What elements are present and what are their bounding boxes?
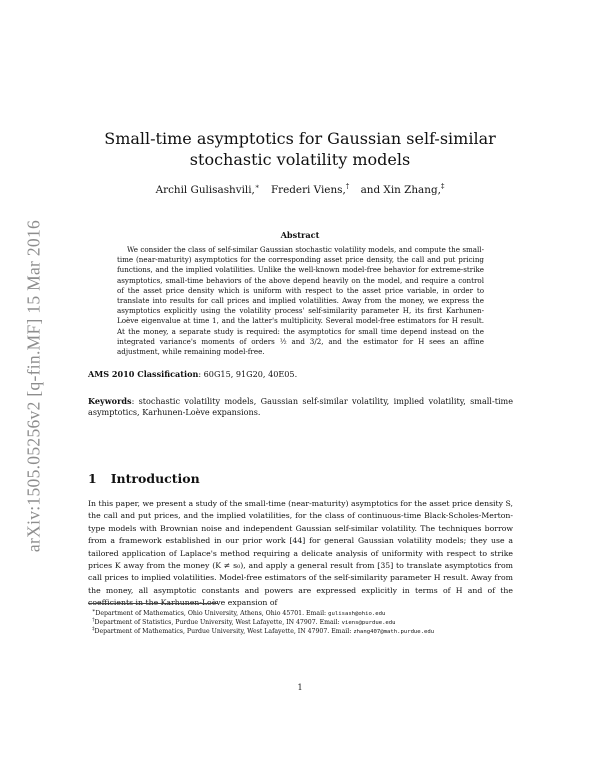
footnote-email[interactable]: viens@purdue.edu: [341, 620, 396, 627]
footnote-mark: ‡: [92, 626, 95, 632]
author-name: and Xin Zhang,: [360, 184, 441, 197]
author: [361, 184, 445, 196]
footnote-email[interactable]: zhang407@math.purdue.edu: [353, 629, 435, 636]
author-mark: ∗: [254, 183, 260, 191]
author: [156, 184, 260, 196]
keywords-label: Keywords: [88, 396, 132, 406]
section-heading: [88, 471, 200, 486]
section-title: Introduction: [110, 471, 200, 486]
arxiv-stamp: [20, 186, 48, 586]
footnote-mark: ∗: [92, 608, 96, 614]
abstract-heading: Abstract: [280, 230, 320, 240]
ams-label: AMS 2010 Classification: [88, 369, 199, 379]
intro-paragraph: In this paper, we present a study of the small-time (near-maturity) asymptotics for the asset price density S, the call and put prices, and the implied volatilities, for the class of continuous-time Black-Scholes-Merton-type models with Brownian noise and independent Gaussian self-similar volatility. The techniques borrow from a framework established in our prior work [44] for general Gaussian volatility models; they use a tailored application of Laplace's method requiring a delicate analysis of uniformity with respect to strike prices K away from the money (K ≠ s₀), and apply a general result from [35] to translate asymptotics from call prices to implied volatilities. Model-free estimators of the self-similarity parameter H result. Away from the money, all asymptotic constants and powers are expressed explicitly in terms of H and of the coefficients in the Karhunen-Loève expansion of: [88, 499, 513, 608]
footnote-mark: †: [92, 617, 95, 623]
footnote-rule: [88, 603, 218, 604]
page-number: 1: [297, 683, 303, 692]
abstract-body: We consider the class of self-similar Gaussian stochastic volatility models, and compute the small-time (near-maturity) asymptotics for the corresponding asset price density, the call and put pricing functions, and the implied volatilities. Unlike the well-known model-free behavior for extreme-strike asymptotics, small-time behaviors of the above depend heavily on the model, and require a control of the asset price density which is uniform with respect to the asset price variable, in order to translate into results for call prices and implied volatilities. Away from the money, we express the asymptotics explicitly using the volatility process' self-similarity parameter H, its first Karhunen-Loève eigenvalue at time 1, and the latter's multiplicity. Several model-free estimators for H result. At the money, a separate study is required: the asymptotics for small time depend instead on the integrated variance's moments of orders ½ and 3/2, and the estimator for H sees an affine adjustment, while remaining model-free.: [117, 245, 484, 357]
author-list: [88, 183, 512, 196]
keywords: [88, 396, 513, 418]
footnote-text: Department of Mathematics, Purdue University, West Lafayette, IN 47907. Email:: [94, 628, 354, 636]
author-name: Archil Gulisashvili,: [155, 184, 255, 197]
ams-classification: [88, 369, 513, 379]
section-number: 1: [88, 471, 97, 486]
author-mark: ‡: [440, 183, 445, 191]
author-mark: †: [345, 183, 350, 191]
ams-value: : 60G15, 91G20, 40E05.: [198, 369, 298, 379]
keywords-value: : stochastic volatility models, Gaussian self-similar volatility, implied volatility, small-time asymptotics, Karhunen-Loève expansions.: [88, 396, 513, 417]
footnote-text: Department of Statistics, Purdue University, West Lafayette, IN 47907. Email:: [94, 619, 342, 627]
footnote-email[interactable]: gulisash@ohio.edu: [328, 611, 386, 618]
arxiv-identifier: arXiv:1505.05256v2 [q-fin.MF] 15 Mar 2016: [23, 219, 44, 553]
footnote: [92, 625, 522, 636]
author: [271, 184, 349, 196]
footnote-text: Department of Mathematics, Ohio University, Athens, Ohio 45701. Email:: [95, 610, 329, 618]
paper-title: Small-time asymptotics for Gaussian self-similar stochastic volatility models: [104, 129, 496, 169]
author-name: Frederi Viens,: [270, 184, 346, 197]
